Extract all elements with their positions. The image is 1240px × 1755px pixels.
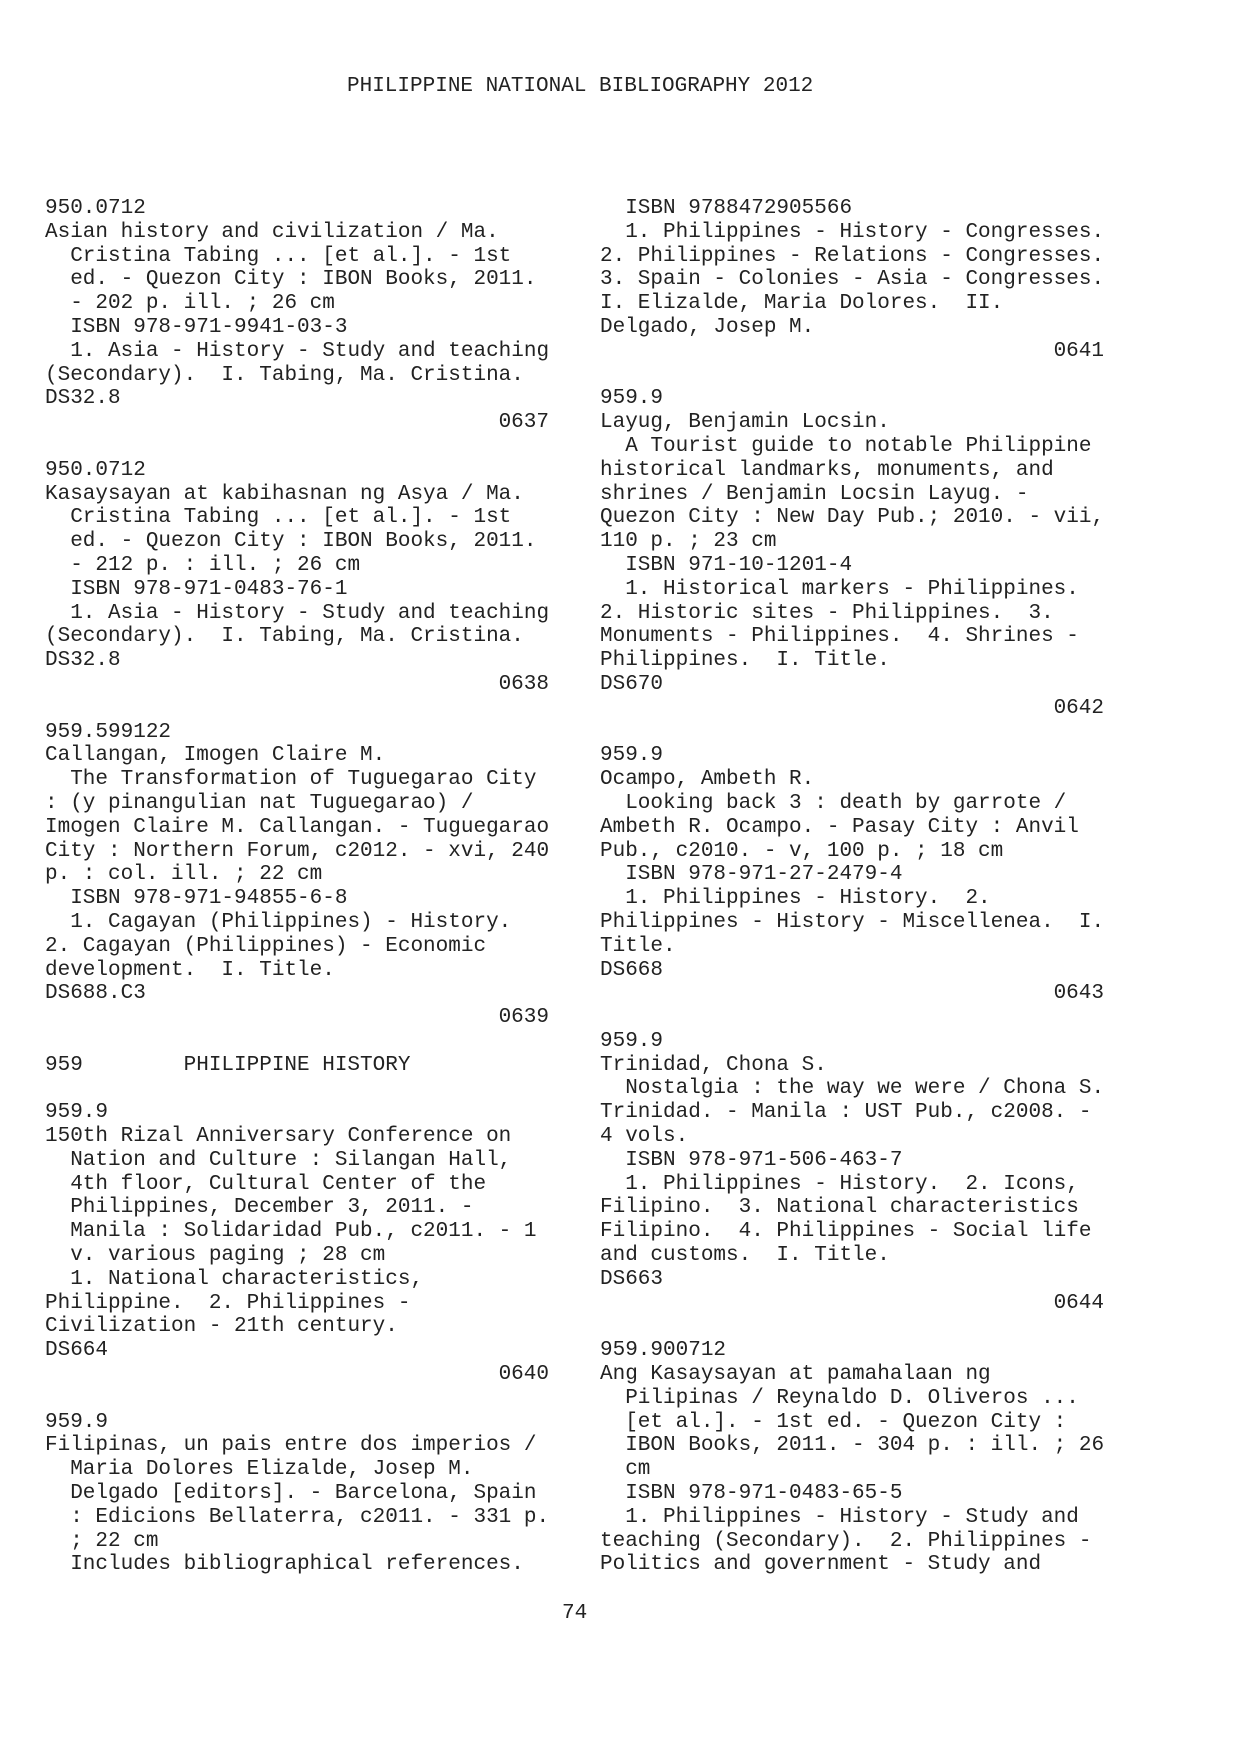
- entry-line: 4th floor, Cultural Center of the: [70, 1172, 487, 1196]
- entry-line: Pub., c2010. - v, 100 p. ; 18 cm: [600, 839, 1004, 863]
- entry-line: Maria Dolores Elizalde, Josep M.: [70, 1458, 474, 1482]
- isbn-line: ISBN 978-971-506-463-7: [625, 1148, 903, 1172]
- class-number: 959.9: [600, 744, 664, 768]
- entry-separator: [600, 1315, 1104, 1339]
- entry-line: - 202 p. ill. ; 26 cm: [70, 292, 335, 316]
- call-number: DS688.C3: [45, 982, 146, 1006]
- bibliography-entry: [600, 387, 1104, 720]
- subject-line: 1. Asia - History - Study and teaching: [70, 339, 550, 363]
- entry-line: Philippines, December 3, 2011. -: [70, 1196, 474, 1220]
- class-number: 959.900712: [600, 1339, 727, 1363]
- entry-line: - 212 p. : ill. ; 26 cm: [70, 553, 361, 577]
- entry-line: p. : col. ill. ; 22 cm: [45, 863, 323, 887]
- entry-line: Kasaysayan at kabihasnan ng Asya / Ma.: [45, 482, 524, 506]
- entry-line: v. various paging ; 28 cm: [70, 1244, 386, 1268]
- entry-line: Ambeth R. Ocampo. - Pasay City : Anvil: [600, 815, 1079, 839]
- entry-line: 110 p. ; 23 cm: [600, 530, 777, 554]
- subject-line: 1. Asia - History - Study and teaching: [70, 601, 550, 625]
- subject-line: 1. Philippines - History - Study and: [625, 1505, 1079, 1529]
- entry-line: [et al.]. - 1st ed. - Quezon City :: [625, 1410, 1067, 1434]
- entry-number: 0638: [498, 672, 549, 696]
- entry-line: Filipinas, un pais entre dos imperios /: [45, 1434, 537, 1458]
- bibliography-entry: [600, 1030, 1104, 1316]
- isbn-line: ISBN 978-971-0483-76-1: [70, 577, 348, 601]
- entry-separator: [45, 697, 549, 721]
- entry-number: 0639: [498, 1006, 549, 1030]
- subject-line: 1. Historical markers - Philippines.: [625, 577, 1079, 601]
- entry-separator: [600, 1006, 1104, 1030]
- call-number: DS32.8: [45, 387, 121, 411]
- entry-line: ed. - Quezon City : IBON Books, 2011.: [70, 530, 537, 554]
- subject-line: (Secondary). I. Tabing, Ma. Cristina.: [45, 363, 524, 387]
- entry-separator: [600, 364, 1104, 388]
- subject-line: Civilization - 21th century.: [45, 1315, 398, 1339]
- subject-line: (Secondary). I. Tabing, Ma. Cristina.: [45, 625, 524, 649]
- class-number: 959.9: [45, 1410, 109, 1434]
- entry-number: 0643: [1053, 982, 1104, 1006]
- entry-line: Trinidad. - Manila : UST Pub., c2008. -: [600, 1101, 1092, 1125]
- class-number: 959.9: [45, 1101, 109, 1125]
- entry-line: Cristina Tabing ... [et al.]. - 1st: [70, 244, 512, 268]
- subject-line: development. I. Title.: [45, 958, 335, 982]
- entry-separator: [600, 721, 1104, 745]
- section-heading: [45, 1054, 549, 1078]
- entry-separator: [45, 435, 549, 459]
- bibliography-entry: [45, 1101, 549, 1387]
- subject-line: Title.: [600, 934, 676, 958]
- subject-line: 2. Cagayan (Philippines) - Economic: [45, 934, 487, 958]
- subject-line: 1. National characteristics,: [70, 1267, 424, 1291]
- entry-line: Layug, Benjamin Locsin.: [600, 411, 890, 435]
- entry-line: IBON Books, 2011. - 304 p. : ill. ; 26: [625, 1434, 1105, 1458]
- right-column: [600, 197, 1104, 1577]
- entry-line: Imogen Claire M. Callangan. - Tuguegarao: [45, 815, 550, 839]
- isbn-line: ISBN 978-971-94855-6-8: [70, 887, 348, 911]
- entry-number: 0641: [1053, 339, 1104, 363]
- entry-line: Nation and Culture : Silangan Hall,: [70, 1148, 512, 1172]
- section-class-number: 959: [45, 1053, 83, 1077]
- call-number: DS663: [600, 1267, 664, 1291]
- class-number: 950.0712: [45, 197, 146, 220]
- subject-line: Philippines. I. Title.: [600, 649, 890, 673]
- running-title: PHILIPPINE NATIONAL BIBLIOGRAPHY 2012: [347, 75, 814, 98]
- subject-line: teaching (Secondary). 2. Philippines -: [600, 1529, 1092, 1553]
- page-number: 74: [562, 1602, 588, 1625]
- entry-line: City : Northern Forum, c2012. - xvi, 240: [45, 839, 550, 863]
- entry-line: 4 vols.: [600, 1125, 689, 1149]
- class-number: 950.0712: [45, 458, 146, 482]
- entry-line: Trinidad, Chona S.: [600, 1053, 827, 1077]
- entry-line: ed. - Quezon City : IBON Books, 2011.: [70, 268, 537, 292]
- entry-line: shrines / Benjamin Locsin Layug. -: [600, 482, 1029, 506]
- subject-line: 2. Philippines - Relations - Congresses.: [600, 244, 1105, 268]
- entry-number: 0644: [1053, 1291, 1104, 1315]
- subject-line: Philippine. 2. Philippines -: [45, 1291, 411, 1315]
- entry-line: cm: [625, 1458, 651, 1482]
- subject-line: Delgado, Josep M.: [600, 315, 815, 339]
- left-column: [45, 197, 549, 1577]
- entry-line: Pilipinas / Reynaldo D. Oliveros ...: [625, 1386, 1079, 1410]
- subject-line: 3. Spain - Colonies - Asia - Congresses.: [600, 268, 1105, 292]
- section-title: PHILIPPINE HISTORY: [183, 1053, 411, 1077]
- subject-line: Philippines - History - Miscellenea. I.: [600, 910, 1105, 934]
- entry-line: Nostalgia : the way we were / Chona S.: [625, 1077, 1105, 1101]
- call-number: DS670: [600, 672, 664, 696]
- bibliography-entry-continued: [600, 197, 1104, 364]
- bibliography-entry: [600, 1339, 1104, 1577]
- bibliography-entry: [45, 459, 549, 697]
- subject-line: I. Elizalde, Maria Dolores. II.: [600, 292, 1004, 316]
- call-number: DS668: [600, 958, 664, 982]
- entry-number: 0637: [498, 411, 549, 435]
- entry-line: Callangan, Imogen Claire M.: [45, 744, 386, 768]
- subject-line: Monuments - Philippines. 4. Shrines -: [600, 625, 1079, 649]
- class-number: 959.9: [600, 1029, 664, 1053]
- isbn-line: ISBN 978-971-27-2479-4: [625, 863, 903, 887]
- entry-line: Ang Kasaysayan at pamahalaan ng: [600, 1363, 991, 1387]
- isbn-line: ISBN 978-971-9941-03-3: [70, 315, 348, 339]
- entry-line: Cristina Tabing ... [et al.]. - 1st: [70, 506, 512, 530]
- entry-line: historical landmarks, monuments, and: [600, 458, 1054, 482]
- entry-number: 0642: [1053, 696, 1104, 720]
- bibliography-entry: [45, 721, 549, 1030]
- entry-line: Looking back 3 : death by garrote /: [625, 791, 1067, 815]
- class-number: 959.599122: [45, 720, 172, 744]
- isbn-line: ISBN 978-971-0483-65-5: [625, 1482, 903, 1506]
- subject-line: 2. Historic sites - Philippines. 3.: [600, 601, 1054, 625]
- entry-line: Ocampo, Ambeth R.: [600, 768, 815, 792]
- bibliography-entry: [600, 744, 1104, 1006]
- isbn-line: ISBN 9788472905566: [625, 197, 853, 220]
- subject-line: 1. Cagayan (Philippines) - History.: [70, 910, 512, 934]
- call-number: DS32.8: [45, 649, 121, 673]
- subject-line: Filipino. 3. National characteristics: [600, 1196, 1079, 1220]
- entry-line: A Tourist guide to notable Philippine: [625, 434, 1092, 458]
- subject-line: 1. Philippines - History. 2. Icons,: [625, 1172, 1079, 1196]
- note-line: Includes bibliographical references.: [70, 1553, 524, 1577]
- class-number: 959.9: [600, 387, 664, 411]
- isbn-line: ISBN 971-10-1201-4: [625, 553, 853, 577]
- entry-line: Quezon City : New Day Pub.; 2010. - vii,: [600, 506, 1105, 530]
- entry-line: : Edicions Bellaterra, c2011. - 331 p.: [70, 1505, 550, 1529]
- entry-line: : (y pinangulian nat Tuguegarao) /: [45, 791, 474, 815]
- subject-line: Filipino. 4. Philippines - Social life: [600, 1220, 1092, 1244]
- subject-line: Politics and government - Study and: [600, 1553, 1042, 1577]
- entry-separator: [45, 1387, 549, 1411]
- bibliography-entry: [45, 1411, 549, 1578]
- subject-line: and customs. I. Title.: [600, 1244, 890, 1268]
- bibliography-entry: [45, 197, 549, 435]
- entry-separator: [45, 1030, 549, 1054]
- entry-line: Asian history and civilization / Ma.: [45, 220, 499, 244]
- entry-line: ; 22 cm: [70, 1529, 159, 1553]
- subject-line: 1. Philippines - History - Congresses.: [625, 220, 1105, 244]
- entry-line: The Transformation of Tuguegarao City: [70, 768, 537, 792]
- entry-number: 0640: [498, 1363, 549, 1387]
- entry-line: 150th Rizal Anniversary Conference on: [45, 1125, 512, 1149]
- entry-line: Delgado [editors]. - Barcelona, Spain: [70, 1482, 537, 1506]
- entry-separator: [45, 1077, 549, 1101]
- call-number: DS664: [45, 1339, 109, 1363]
- subject-line: 1. Philippines - History. 2.: [625, 887, 991, 911]
- entry-line: Manila : Solidaridad Pub., c2011. - 1: [70, 1220, 537, 1244]
